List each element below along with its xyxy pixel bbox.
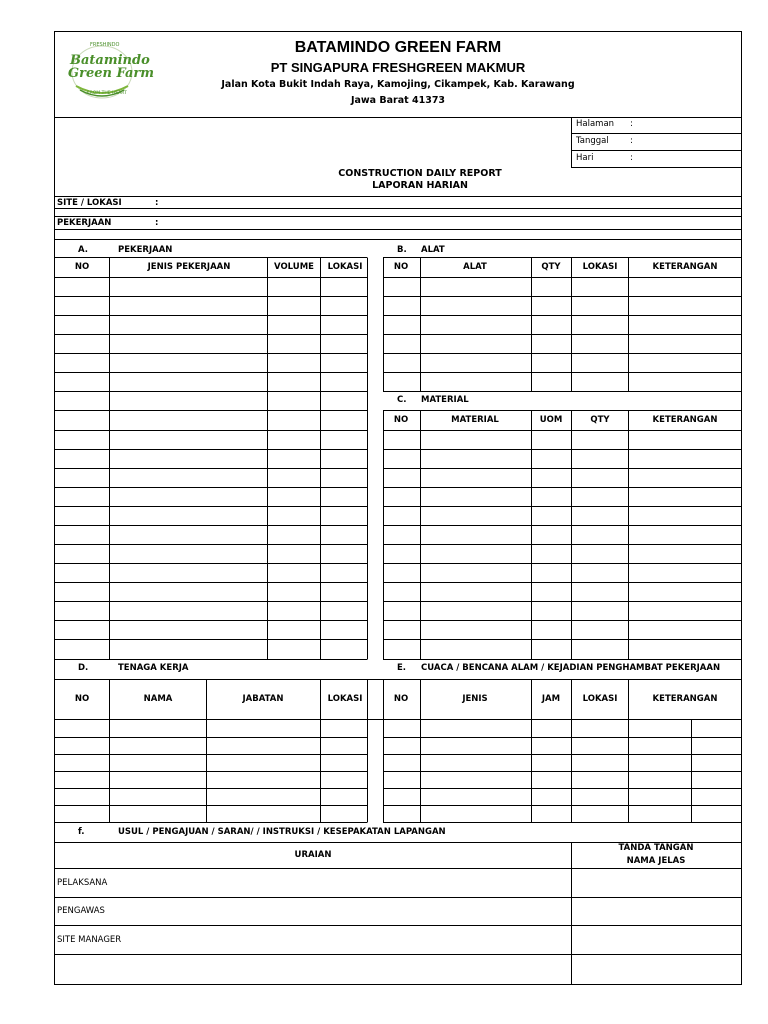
section-a-title: PEKERJAAN [118, 245, 173, 255]
section-a-header-volume: VOLUME [274, 262, 314, 272]
section-c-header-qty: QTY [590, 415, 610, 425]
role-pelaksana: PELAKSANA [57, 878, 108, 888]
section-d-header-jabatan: JABATAN [242, 694, 284, 704]
section-c-header-keterangan: KETERANGAN [652, 415, 718, 425]
section-e-header-jam: JAM [541, 694, 561, 704]
company-address-2: Jawa Barat 41373 [350, 95, 446, 106]
tanggal-label: Tanggal [576, 136, 609, 146]
logo-text-line1: Batamindo [70, 53, 150, 68]
section-d-letter: D. [78, 663, 89, 673]
role-pengawas: PENGAWAS [57, 906, 105, 916]
logo-text-top: FRESHINDO [90, 42, 120, 48]
halaman-label: Halaman [576, 119, 615, 129]
company-address-1: Jalan Kota Bukit Indah Raya, Kamojing, Cikampek, Kab. Karawang [221, 79, 575, 90]
section-b-header-keterangan: KETERANGAN [652, 262, 718, 272]
section-d-title: TENAGA KERJA [118, 663, 189, 673]
hari-label: Hari [576, 153, 594, 163]
uraian-header: URAIAN [294, 850, 332, 860]
section-d-header-lokasi: LOKASI [327, 694, 363, 704]
section-c-letter: C. [397, 395, 407, 405]
role-site-manager: SITE MANAGER [57, 935, 122, 945]
section-b-header-no: NO [393, 262, 409, 272]
section-e-title: CUACA / BENCANA ALAM / KEJADIAN PENGHAMBAT PEKERJAAN [421, 663, 721, 673]
section-e-header-lokasi: LOKASI [582, 694, 618, 704]
section-b-title: ALAT [421, 245, 445, 255]
pekerjaan-label: PEKERJAAN [57, 218, 112, 228]
report-subtitle: LAPORAN HARIAN [372, 180, 468, 191]
logo-text-bottom: FROM THE HEART [87, 91, 127, 96]
section-e-letter: E. [397, 663, 407, 673]
section-f-title: USUL / PENGAJUAN / SARAN/ / INSTRUKSI / KESEPAKATAN LAPANGAN [118, 827, 446, 837]
section-e-header-no: NO [393, 694, 409, 704]
report-title: CONSTRUCTION DAILY REPORT [338, 168, 502, 179]
tanggal-colon: : [630, 136, 633, 146]
section-c-header-no: NO [393, 415, 409, 425]
section-b-letter: B. [397, 245, 407, 255]
section-b-header-lokasi: LOKASI [582, 262, 618, 272]
tanda-tangan-header: TANDA TANGAN [618, 843, 694, 853]
hari-colon: : [630, 153, 633, 163]
company-name: BATAMINDO GREEN FARM [294, 39, 502, 56]
halaman-colon: : [630, 119, 633, 129]
section-c-header-uom: UOM [539, 415, 563, 425]
section-a-header-no: NO [74, 262, 90, 272]
site-colon: : [155, 198, 159, 208]
section-f-letter: f. [78, 827, 85, 837]
nama-jelas-header: NAMA JELAS [626, 856, 686, 866]
company-pt: PT SINGAPURA FRESHGREEN MAKMUR [270, 60, 526, 75]
company-logo [62, 42, 155, 102]
section-e-header-jenis: JENIS [462, 694, 488, 704]
section-c-title: MATERIAL [421, 395, 469, 405]
pekerjaan-colon: : [155, 218, 159, 228]
section-a-header-jenis: JENIS PEKERJAAN [147, 262, 231, 272]
section-b-header-qty: QTY [541, 262, 561, 272]
section-a-letter: A. [78, 245, 88, 255]
section-a-header-lokasi: LOKASI [327, 262, 363, 272]
logo-text-line2: Green Farm [68, 66, 155, 81]
section-c-header-material: MATERIAL [451, 415, 499, 425]
section-b-header-alat: ALAT [463, 262, 487, 272]
section-d-header-no: NO [74, 694, 90, 704]
section-e-header-keterangan: KETERANGAN [652, 694, 718, 704]
section-d-header-nama: NAMA [143, 694, 173, 704]
site-label: SITE / LOKASI [57, 198, 122, 208]
